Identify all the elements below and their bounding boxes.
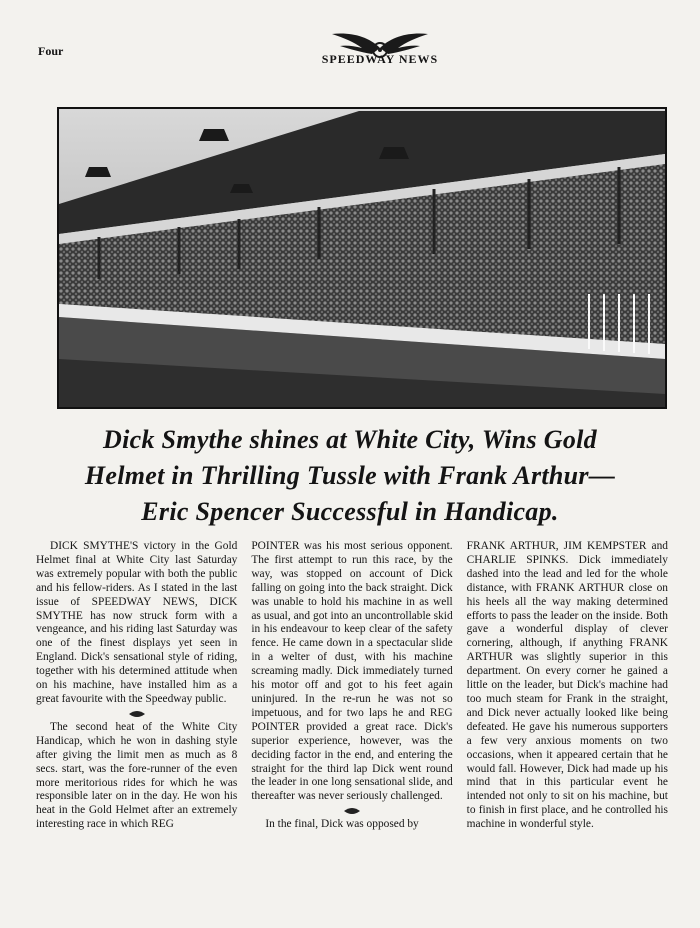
stadium-grandstand-photo: [57, 107, 667, 409]
article-column-1: [36, 540, 237, 900]
article-paragraph: POINTER was his most serious opponent. The first attempt to run this race, by the way, was stopped on account of Dick falling on going into the back straight. Dick was unable to hold his machine in as well as usual, and got into an uncontrollable skid in his endeavour to keep clear of the safety fence. He came down in a spectacular slide in a welter of dust, with his machine screaming madly. Dick immediately turned his motor off and got to his feet again uninjured. In the re-run he was not so impetuous, and for two laps he and REG POINTER provided a great race. Dick's superior experience, however, was the deciding factor in the end, and entering the straight for the third lap Dick went round the leader in one long sensational slide, and thereafter was never seriously challenged.: [251, 540, 453, 803]
masthead-title: SPEEDWAY NEWS: [321, 52, 439, 66]
ornament-divider-icon: [36, 707, 237, 721]
page-number: Four: [38, 44, 64, 58]
headline-line-3: Eric Spencer Successful in Handicap.: [141, 497, 559, 526]
article-column-2: [251, 540, 452, 900]
article-paragraph: DICK SMYTHE'S victory in the Gold Helmet final at White City last Saturday was extremely popular with both the public and his fellow-riders. As I stated in the last issue of SPEEDWAY NEWS, DICK SMYTHE has now struck form with a vengeance, and his riding last Saturday was one of the finest displays yet seen in England. Dick's sensational style of riding, together with his determined attitude when on his machine, have installed him as a great favourite with the Speedway public.: [36, 540, 238, 705]
headline-line-1: Dick Smythe shines at White City, Wins Gold: [103, 425, 597, 454]
article-headline: [40, 422, 660, 530]
article-paragraph: FRANK ARTHUR, JIM KEMPSTER and CHARLIE SPINKS. Dick immediately dashed into the lead and led for the whole distance, with FRANK ARTHUR close on his heels all the way making determined efforts to pass the leader on the inside. Both gave a wonderful display of clever cornering, although, if anything FRANK ARTHUR was slightly superior in this department. On every corner he gained a little on the leader, but Dick's machine had too much steam for Frank in the straight, and Dick never actually looked like being defeated. He gave his numerous supporters a few very anxious moments on two occasions, when it appeared certain that he would fall. However, Dick had made up his mind that in this particular event he intended not only to sit on his machine, but to finish in first place, and he controlled his machine in wonderful style.: [466, 540, 668, 831]
article-body: [36, 540, 668, 900]
article-paragraph: In the final, Dick was opposed by: [265, 818, 419, 831]
headline-line-2: Helmet in Thrilling Tussle with Frank Arthur—: [84, 461, 616, 490]
ornament-divider-icon: [251, 804, 452, 818]
article-column-3: [467, 540, 668, 900]
article-paragraph: The second heat of the White City Handicap, which he won in dashing style after giving the limit men as much as 8 secs. start, was the fore-runner of the even more meritorious rides for which he was responsible later on in the day. He won his heat in the Gold Helmet after an extremely interesting race in which REG: [36, 720, 238, 831]
masthead: [310, 30, 450, 74]
